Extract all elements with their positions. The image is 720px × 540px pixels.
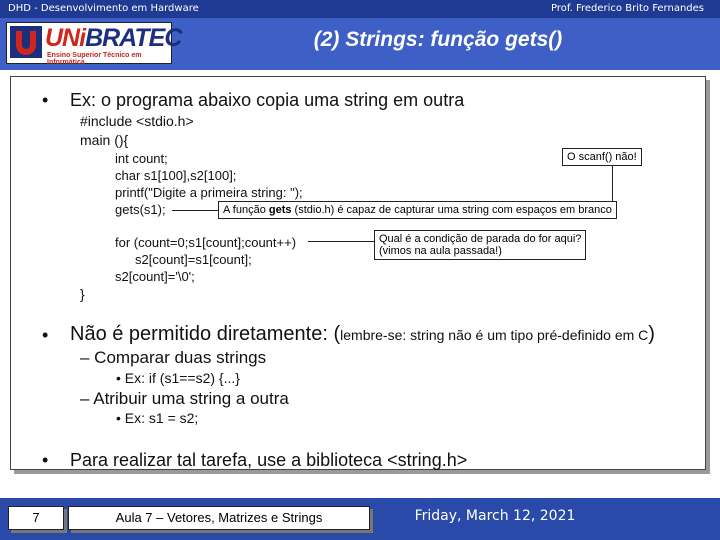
- page-number-box: [8, 506, 64, 530]
- footer-course-box: [68, 506, 370, 530]
- unibratec-logo: [6, 22, 182, 66]
- logo-tagline: Ensino Superior Técnico em Informática: [47, 52, 142, 66]
- bullet-not-allowed: Não é permitido diretamente: (lembre-se: string não é um tipo pré-definido em C): [70, 323, 655, 345]
- code-line: char s1[100],s2[100];: [115, 168, 237, 183]
- code-line: s2[count]='\0';: [115, 269, 195, 284]
- callout-scanf: O scanf() não!: [562, 148, 642, 166]
- callout-connector: [308, 241, 376, 242]
- page-number: 7: [32, 510, 40, 525]
- callout-stop-condition: Qual é a condição de parada do for aqui? (vimos na aula passada!): [374, 230, 586, 260]
- bullet-example: Ex: o programa abaixo copia uma string em outra: [70, 90, 465, 110]
- code-line: int count;: [115, 151, 168, 166]
- callout-connector: [172, 210, 220, 211]
- footer-date: Friday, March 12, 2021: [414, 508, 576, 524]
- code-line: s2[count]=s1[count];: [135, 252, 252, 267]
- example-compare: • Ex: if (s1==s2) {...}: [116, 370, 240, 386]
- code-line: printf("Digite a primeira string: ");: [115, 185, 303, 200]
- code-include: #include <stdio.h>: [80, 113, 194, 129]
- bullet-string-h: Para realizar tal tarefa, use a biblioteca <string.h>: [70, 450, 468, 470]
- professor-name: Prof. Frederico Brito Fernandes: [550, 3, 704, 14]
- course-code: DHD - Desenvolvimento em Hardware: [8, 3, 199, 14]
- example-assign: • Ex: s1 = s2;: [116, 410, 199, 426]
- callout-gets: A função gets (stdio.h) é capaz de capturar uma string com espaços em branco: [218, 201, 617, 219]
- code-close-brace: }: [80, 286, 85, 302]
- callout-connector: [612, 166, 613, 201]
- logo-brand: UNiBRATEC: [45, 24, 182, 52]
- logo-emblem-icon: [9, 25, 43, 59]
- code-line: for (count=0;s1[count];count++): [115, 235, 297, 250]
- sub-assign: – Atribuir uma string a outra: [80, 389, 289, 408]
- code-line: gets(s1);: [115, 202, 166, 217]
- top-bar: [0, 0, 720, 18]
- code-main: main (){: [80, 132, 129, 148]
- bullet-marker: •: [42, 325, 49, 345]
- slide-title: (2) Strings: função gets(): [313, 28, 563, 51]
- footer-course: Aula 7 – Vetores, Matrizes e Strings: [115, 510, 323, 525]
- bullet-marker: •: [42, 90, 49, 110]
- bullet-marker: •: [42, 450, 49, 470]
- sub-compare: – Comparar duas strings: [80, 348, 267, 367]
